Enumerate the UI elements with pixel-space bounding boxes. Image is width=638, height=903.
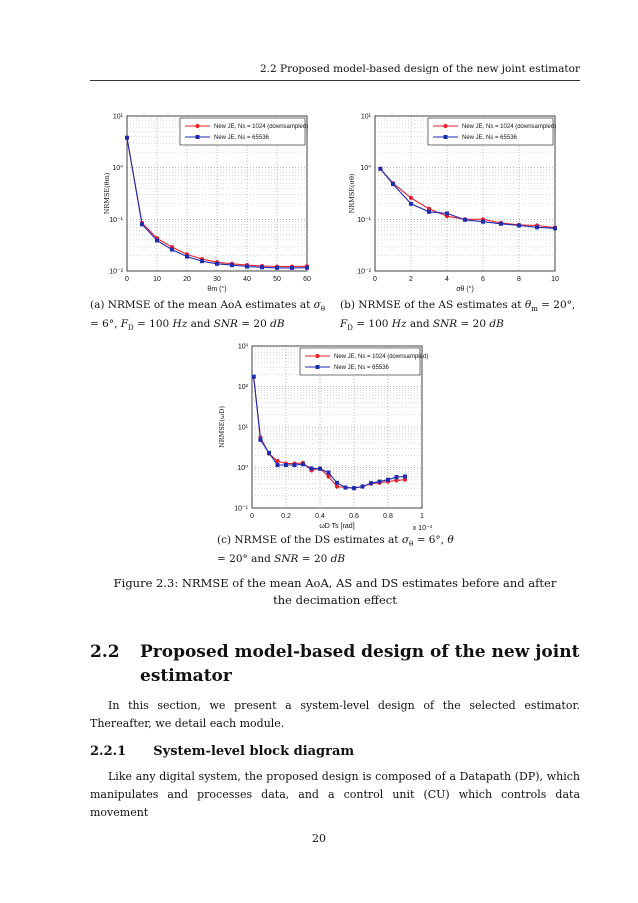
- x-tick-label: 1: [420, 513, 424, 520]
- data-point-square: [344, 486, 348, 490]
- x-tick-label: 6: [481, 276, 485, 283]
- data-point-square: [481, 220, 485, 224]
- data-point-square: [185, 255, 189, 259]
- y-axis-label: NRMSE(ωD): [218, 405, 226, 449]
- data-point-square: [275, 266, 279, 270]
- x-tick-label: 60: [303, 276, 311, 283]
- x-tick-label: 4: [445, 276, 449, 283]
- data-point-square: [260, 265, 264, 269]
- y-axis-label: NRMSE(θm): [103, 172, 111, 215]
- data-point-square: [301, 462, 305, 466]
- x-axis-label: θm (°): [207, 286, 227, 293]
- data-point-square: [378, 480, 382, 484]
- chart-c: [215, 338, 440, 530]
- data-point-square: [391, 182, 395, 186]
- legend-label: New JE, Ns = 1024 (downsampled): [334, 354, 429, 360]
- data-point-square: [305, 266, 309, 270]
- x-tick-label: 0.6: [349, 513, 359, 520]
- legend-marker-square: [196, 135, 200, 139]
- header-rule: [90, 80, 580, 81]
- x-axis-label: σθ (°): [456, 286, 474, 293]
- data-point-square: [352, 486, 356, 490]
- data-point-square: [245, 265, 249, 269]
- x-tick-label: 0: [250, 513, 254, 520]
- subsection-paragraph: Like any digital system, the proposed design is composed of a Datapath (DP), which manipulates and processes data, and a control unit (CU) which controls data movement: [90, 770, 580, 819]
- legend-marker-square: [444, 135, 448, 139]
- x-tick-label: 10: [551, 276, 559, 283]
- data-point-square: [403, 474, 407, 478]
- data-point-square: [310, 466, 314, 470]
- y-tick-label: 10⁻¹: [357, 216, 371, 224]
- section-number: 2.2: [90, 642, 120, 662]
- chart-b: [345, 108, 565, 300]
- x-tick-label: 2: [409, 276, 413, 283]
- data-point-square: [267, 451, 271, 455]
- x-tick-label: 10: [153, 276, 161, 283]
- data-point-square: [215, 262, 219, 266]
- running-header: 2.2 Proposed model-based design of the new joint estimator: [259, 63, 580, 75]
- legend-marker-square: [316, 365, 320, 369]
- data-point-square: [553, 226, 557, 230]
- y-axis-label: NRMSE(σθ): [348, 173, 356, 214]
- data-point-square: [409, 202, 413, 206]
- y-tick-label: 10⁰: [360, 165, 371, 173]
- chart-a: [100, 108, 320, 300]
- y-tick-label: 10¹: [237, 424, 248, 432]
- legend-label: New JE, Ns = 1024 (downsampled): [462, 124, 557, 130]
- legend-label: New JE, Ns = 65536: [214, 135, 269, 141]
- legend-label: New JE, Ns = 65536: [334, 365, 389, 371]
- y-tick-label: 10²: [237, 384, 248, 391]
- subsection-number: 2.2.1: [90, 744, 127, 759]
- figure-caption: Figure 2.3: NRMSE of the mean AoA, AS and DS estimates before and after the decimation effect: [113, 576, 557, 607]
- y-tick-label: 10¹: [360, 113, 371, 121]
- legend-label: New JE, Ns = 65536: [462, 135, 517, 141]
- data-point-square: [395, 475, 399, 479]
- data-point-square: [378, 167, 382, 171]
- data-point-square: [284, 463, 288, 467]
- data-point-square: [445, 211, 449, 215]
- x-tick-label: 0: [125, 276, 129, 283]
- data-point-circle: [335, 484, 339, 488]
- x-tick-label: 0.2: [281, 513, 291, 520]
- data-point-square: [230, 263, 234, 267]
- subfigure-caption-a: (a) NRMSE of the mean AoA estimates at $\sigma_\theta = 6^\circ$, $F_D = 100$ Hz and SNR = 20 dB: [90, 299, 326, 333]
- section-title: Proposed model-based design of the new joint estimator: [140, 642, 580, 686]
- data-point-square: [386, 478, 390, 482]
- x-axis-label: ωD Ts [rad]: [319, 523, 355, 530]
- subsection-title: System-level block diagram: [153, 744, 355, 759]
- y-tick-label: 10⁻¹: [234, 505, 248, 513]
- data-point-square: [200, 259, 204, 263]
- subfigure-caption-b: (b) NRMSE of the AS estimates at $\theta_m = 20^\circ$, $F_D = 100$ Hz and SNR = 20 dB: [340, 299, 576, 333]
- data-point-square: [535, 225, 539, 229]
- data-point-square: [259, 438, 263, 442]
- y-tick-label: 10⁰: [112, 165, 123, 173]
- data-point-circle: [409, 196, 413, 200]
- data-point-square: [293, 463, 297, 467]
- y-tick-label: 10⁻²: [109, 268, 123, 276]
- data-point-square: [427, 210, 431, 214]
- x-tick-label: 0.4: [315, 513, 325, 520]
- x-tick-label: 0.8: [383, 513, 393, 520]
- legend-marker-circle: [443, 124, 447, 128]
- legend-marker-circle: [195, 124, 199, 128]
- data-point-square: [499, 222, 503, 226]
- x-tick-label: 8: [517, 276, 521, 283]
- data-point-square: [252, 375, 256, 379]
- y-tick-label: 10⁻²: [357, 268, 371, 276]
- data-point-square: [335, 481, 339, 485]
- x-tick-label: 0: [373, 276, 377, 283]
- data-point-square: [140, 222, 144, 226]
- x-tick-label: 30: [213, 276, 221, 283]
- subfigure-caption-c: (c) NRMSE of the DS estimates at $\sigma_\theta = 6^\circ$, θ = 20° and SNR = 20 dB: [217, 534, 454, 566]
- x-tick-label: 40: [243, 276, 251, 283]
- legend-label: New JE, Ns = 1024 (downsampled): [214, 124, 309, 130]
- data-point-square: [517, 223, 521, 227]
- data-point-square: [463, 218, 467, 222]
- x-tick-label: 50: [273, 276, 281, 283]
- x-multiplier-label: x 10⁻³: [412, 525, 432, 530]
- section-intro-paragraph: In this section, we present a system-level design of the selected estimator. Thereafter, we detail each module.: [90, 699, 580, 730]
- data-point-square: [170, 248, 174, 252]
- x-tick-label: 20: [183, 276, 191, 283]
- data-point-square: [276, 463, 280, 467]
- page-number: 20: [312, 832, 326, 845]
- data-point-square: [369, 481, 373, 485]
- data-point-square: [318, 467, 322, 471]
- data-point-square: [361, 484, 365, 488]
- data-point-square: [327, 471, 331, 475]
- subsection-heading: [90, 744, 354, 759]
- y-tick-label: 10¹: [112, 113, 123, 121]
- y-tick-label: 10⁻¹: [109, 216, 123, 224]
- data-point-square: [290, 266, 294, 270]
- legend-marker-circle: [315, 354, 319, 358]
- y-tick-label: 10⁰: [237, 465, 248, 472]
- data-point-square: [155, 238, 159, 242]
- data-point-square: [125, 136, 129, 140]
- y-tick-label: 10³: [237, 343, 248, 351]
